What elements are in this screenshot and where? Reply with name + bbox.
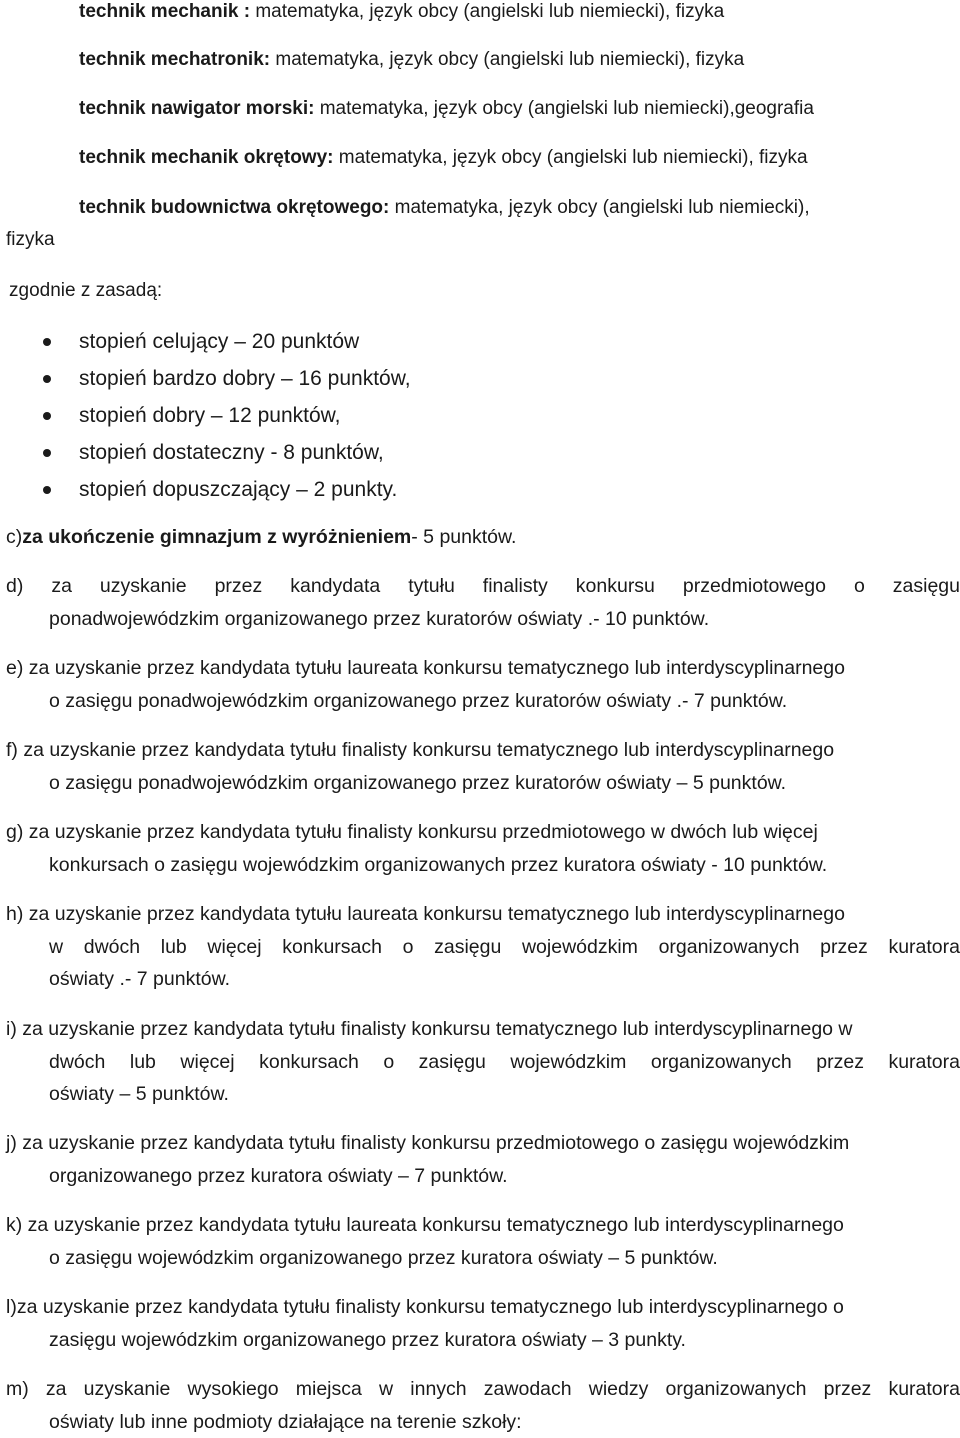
subject-line-mechanik [79,0,952,24]
subject-line-mechatronik [79,48,952,72]
word: miejsca [295,1378,362,1400]
word: kuratora [888,935,960,958]
profession-subjects: matematyka, język obcy (angielski lub niemiecki), fizyka [270,49,745,70]
paragraph-line: zasięgu wojewódzkim organizowanego przez kuratora oświaty – 3 punkty. [49,1328,686,1351]
word: za [45,1378,67,1400]
paragraph-line: konkursach o zasięgu wojewódzkim organizowanych przez kuratora oświaty - 10 punktów. [49,853,828,876]
word: zasięgu [892,575,960,597]
grade-text: stopień celujący – 20 punktów [79,330,360,353]
justified-line [6,1046,960,1079]
word: zasięgu [418,1050,486,1073]
word: przez [823,1378,872,1400]
word: finalisty [482,575,548,597]
justified-line [6,931,960,964]
word: więcej [180,1050,235,1073]
word: zawodach [483,1378,572,1400]
word: o [853,575,865,597]
subject-line-budownictwo-okretowe [79,196,952,220]
word: innych [410,1378,467,1400]
word: organizowanych [650,1050,792,1073]
word: organizowanych [658,935,800,958]
bullet-icon [43,486,51,494]
paragraph-line: oświaty – 5 punktów. [49,1083,229,1105]
word: za [51,575,72,597]
paragraph-line: o zasięgu ponadwojewódzkim organizowanego przez kuratorów oświaty – 5 punktów. [49,771,787,794]
list-item [0,364,960,401]
paragraph-bold-text: za ukończenie gimnazjum z wyróżnieniem [22,526,412,548]
profession-name: technik mechanik okrętowy: [79,147,334,168]
paragraph-line: oświaty .- 7 punktów. [49,968,231,990]
word: przedmiotowego [682,575,826,597]
paragraph-line: organizowanego przez kuratora oświaty – 7 punktów. [49,1164,508,1187]
list-item [0,327,960,364]
paragraph-line: k) za uzyskanie przez kandydata tytułu laureata konkursu tematycznego lub interdyscyplinarnego [6,1214,844,1236]
profession-name: technik mechanik : [79,1,251,22]
paragraph-line: o zasięgu wojewódzkim organizowanego przez kuratora oświaty – 5 punktów. [49,1246,718,1269]
paragraph-line: o zasięgu ponadwojewódzkim organizowanego przez kuratorów oświaty .- 7 punktów. [49,689,788,712]
paragraph-j [6,1127,960,1192]
word: zasięgu [434,935,502,958]
grade-points-list [0,327,960,512]
word: wojewódzkim [510,1050,627,1073]
profession-subjects: matematyka, język obcy (angielski lub niemiecki), fizyka [333,147,808,168]
word: konkursu [575,575,655,597]
grade-text: stopień dostateczny - 8 punktów, [79,441,384,464]
word: kandydata [290,575,381,597]
word: w [379,1378,394,1400]
bullet-icon [43,338,51,346]
profession-name: technik nawigator morski: [79,98,315,119]
paragraph-e [6,652,960,717]
paragraph-m [6,1373,960,1438]
word: tytułu [408,575,455,597]
word: lub [129,1050,156,1073]
grade-text: stopień dopuszczający – 2 punkty. [79,478,398,501]
paragraph-h [6,898,960,996]
word: d) [6,575,24,597]
word: przez [214,575,263,597]
subject-line-mechanik-okretowy [79,146,952,170]
word: lub [160,935,187,958]
paragraph-line: f) za uzyskanie przez kandydata tytułu finalisty konkursu tematycznego lub interdyscyplinarnego [6,739,835,761]
grade-text: stopień dobry – 12 punktów, [79,404,341,427]
profession-name: technik mechatronik: [79,49,271,70]
paragraph-line: ponadwojewódzkim organizowanego przez kuratorów oświaty .- 10 punktów. [49,607,710,630]
paragraph-line: g) za uzyskanie przez kandydata tytułu finalisty konkursu przedmiotowego w dwóch lub więcej [6,821,818,843]
paragraph-line: h) za uzyskanie przez kandydata tytułu laureata konkursu tematycznego lub interdyscyplinarnego [6,903,845,925]
word: więcej [207,935,262,958]
word: konkursach [282,935,382,958]
grading-intro: zgodnie z zasadą: [9,280,163,301]
word: w [49,935,64,958]
paragraph-line: oświaty lub inne podmioty działające na terenie szkoły: [49,1410,522,1433]
subject-line-nawigator [79,97,952,121]
bullet-icon [43,449,51,457]
paragraph-line: i) za uzyskanie przez kandydata tytułu finalisty konkursu tematycznego lub interdyscyplinarnego w [6,1018,853,1040]
bullet-icon [43,375,51,383]
word: kuratora [888,1050,960,1073]
word: uzyskanie [83,1378,171,1400]
justified-line [6,1373,960,1406]
word: dwóch [83,935,141,958]
profession-name: technik budownictwa okrętowego: [79,197,390,218]
profession-subjects: matematyka, język obcy (angielski lub niemiecki), [389,197,810,218]
word: o [383,1050,395,1073]
word: konkursach [259,1050,359,1073]
word: wojewódzkim [521,935,638,958]
list-item [0,475,960,512]
paragraph-line: e) za uzyskanie przez kandydata tytułu laureata konkursu tematycznego lub interdyscyplinarnego [6,657,845,679]
word: wysokiego [187,1378,279,1400]
paragraph-line: l)za uzyskanie przez kandydata tytułu finalisty konkursu tematycznego lub interdyscyplinarnego o [6,1296,844,1318]
subject-line-continuation: fizyka [6,229,55,250]
paragraph-line: j) za uzyskanie przez kandydata tytułu finalisty konkursu przedmiotowego o zasięgu wojewódzkim [6,1132,850,1154]
paragraph-prefix: c) [6,526,23,548]
paragraph-d [6,570,960,635]
paragraph-k [6,1209,960,1274]
word: organizowanych [665,1378,807,1400]
paragraph-points: - 5 punktów. [411,526,517,548]
profession-subjects: matematyka, język obcy (angielski lub niemiecki), fizyka [250,1,725,22]
word: uzyskanie [99,575,187,597]
word: przez [820,935,868,958]
word: o [402,935,414,958]
word: wiedzy [588,1378,649,1400]
profession-subjects: matematyka, język obcy (angielski lub niemiecki),geografia [314,98,814,119]
paragraph-i [6,1013,960,1111]
word: m) [6,1378,29,1400]
word: przez [816,1050,864,1073]
grade-text: stopień bardzo dobry – 16 punktów, [79,367,411,390]
bullet-icon [43,412,51,420]
justified-line [6,570,960,603]
word: dwóch [49,1050,106,1073]
paragraph-c [6,521,960,554]
list-item [0,438,960,475]
paragraph-f [6,734,960,799]
paragraph-l [6,1291,960,1356]
list-item [0,401,960,438]
paragraph-g [6,816,960,881]
word: kuratora [888,1378,960,1400]
